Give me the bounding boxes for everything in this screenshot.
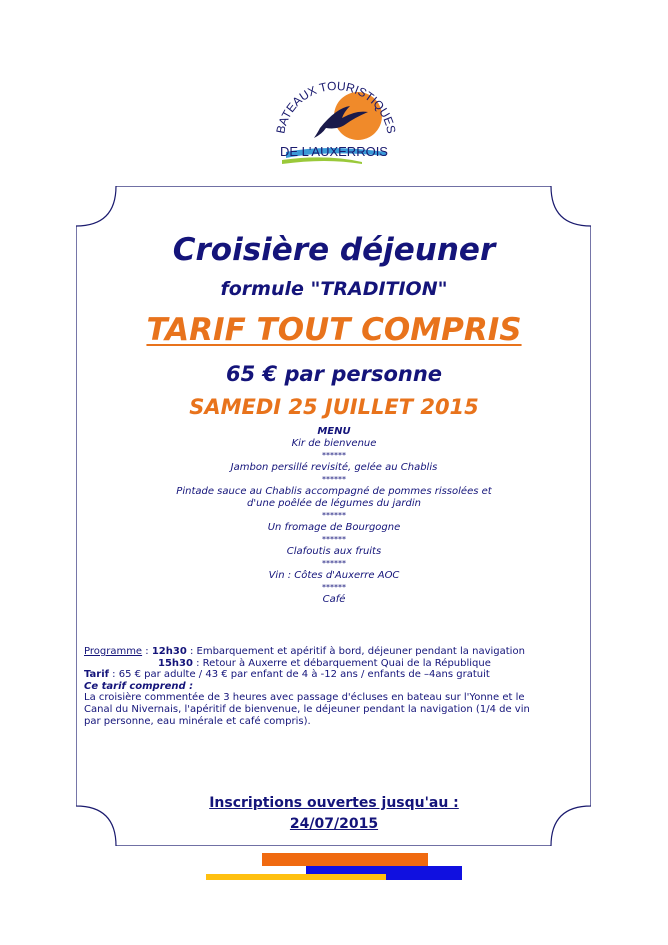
- event-date: SAMEDI 25 JUILLET 2015: [189, 395, 479, 419]
- menu-separator: ******: [322, 451, 346, 460]
- menu-item: Jambon persillé revisité, gelée au Chablis: [230, 462, 438, 473]
- yellow-bar: [206, 874, 386, 880]
- menu-item: Un fromage de Bourgogne: [267, 522, 401, 533]
- orange-bar: [262, 853, 428, 866]
- menu-item: d'une poêlée de légumes du jardin: [247, 498, 421, 509]
- comprend-text-1: La croisière commentée de 3 heures avec passage d'écluses en bateau sur l'Yonne et le: [84, 692, 525, 704]
- comprend-text-2: Canal du Nivernais, l'apéritif de bienvenue, le déjeuner pendant la navigation (1/4 de vin: [84, 703, 530, 715]
- price-line: 65 € par personne: [225, 362, 443, 386]
- menu-section: [0, 426, 668, 606]
- menu-separator: ******: [322, 559, 346, 568]
- programme-time-1: 12h30: [151, 646, 187, 657]
- page-title: Croisière déjeuner: [172, 232, 496, 268]
- comprend-text-3: par personne, eau minérale et café compris).: [84, 715, 311, 727]
- menu-item: Clafoutis aux fruits: [286, 546, 382, 557]
- menu-item: Café: [322, 594, 346, 605]
- menu-header: MENU: [317, 426, 351, 437]
- inscriptions-heading: Inscriptions ouvertes jusqu'au :: [209, 795, 459, 811]
- formula-subtitle: formule "TRADITION": [220, 278, 448, 300]
- menu-item: Vin : Côtes d'Auxerre AOC: [268, 570, 400, 581]
- logo: [266, 78, 402, 174]
- programme-line-1: Programme : 12h30 : Embarquement et apéritif à bord, déjeuner pendant la navigation: [84, 646, 525, 657]
- menu-separator: ******: [322, 535, 346, 544]
- menu-separator: ******: [322, 475, 346, 484]
- logo-arc-text: BATEAUX TOURISTIQUES: [273, 78, 399, 135]
- programme-time-2: 15h30: [158, 657, 193, 669]
- programme-line-2: 15h30 : Retour à Auxerre et débarquement Quai de la République: [158, 657, 491, 669]
- menu-item: Kir de bienvenue: [291, 438, 377, 449]
- comprend-label: Ce tarif comprend :: [84, 680, 194, 692]
- logo-bottom-text: DE L'AUXERROIS: [280, 144, 388, 159]
- info-section: [84, 646, 554, 727]
- tarif-line: Tarif : 65 € par adulte / 43 € par enfant de 4 à -12 ans / enfants de –4ans gratuit: [84, 669, 490, 681]
- tarif-label: Tarif: [84, 669, 109, 681]
- menu-separator: ******: [322, 583, 346, 592]
- inscriptions-date: 24/07/2015: [289, 816, 379, 832]
- menu-item: Pintade sauce au Chablis accompagné de pommes rissolées et: [176, 486, 492, 497]
- tarif-heading: TARIF TOUT COMPRIS: [146, 312, 522, 348]
- programme-label: Programme: [84, 646, 143, 657]
- menu-separator: ******: [322, 511, 346, 520]
